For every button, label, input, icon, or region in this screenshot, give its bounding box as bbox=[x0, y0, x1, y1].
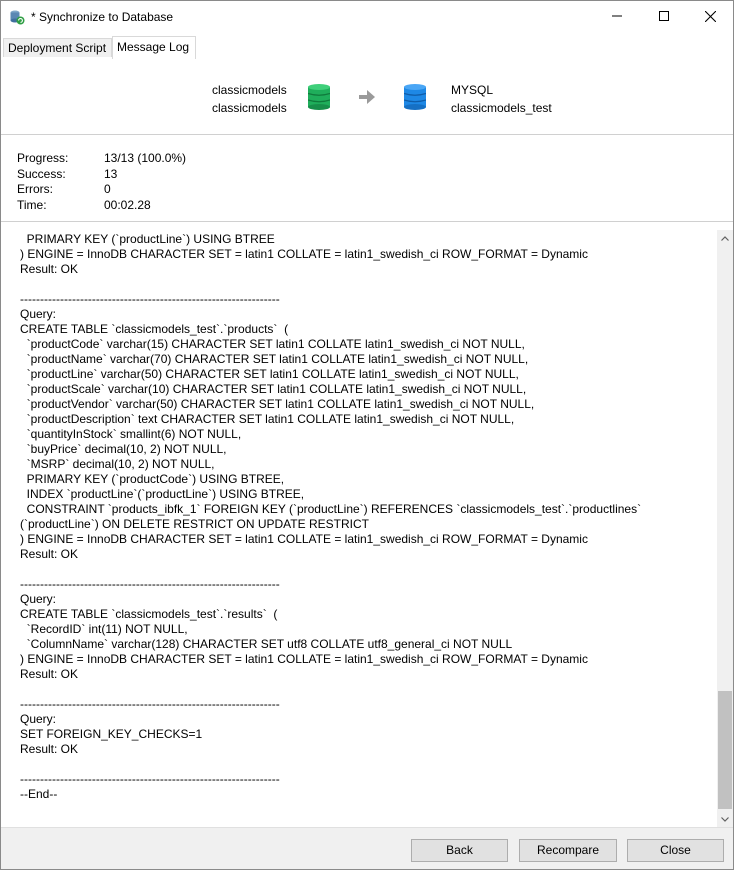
minimize-button[interactable] bbox=[594, 1, 640, 31]
tab-message-log[interactable]: Message Log bbox=[112, 36, 196, 59]
back-button[interactable]: Back bbox=[411, 839, 508, 862]
app-sync-icon bbox=[9, 9, 25, 25]
maximize-button[interactable] bbox=[641, 1, 687, 31]
message-log-text: PRIMARY KEY (`productLine`) USING BTREE ) ENGINE = InnoDB CHARACTER SET = latin1 COLLATE = latin1_swedish_ci ROW_FORMAT = Dynamic Result: OK ----------------------------------------------------------------- Query: CREATE TABLE `classicmodels_test`.`products` ( `productCode` varchar(15) CHARACTER SET latin1 COLLATE latin1_swedish_ci NOT NULL, `productName` varchar(70) CHARACTER SET latin1 COLLATE latin1_swedish_ci NOT NULL, `productLine` varchar(50) CHARACTER SET latin1 COLLATE latin1_swedish_ci NOT NULL, `productScale` varchar(10) CHARACTER SET latin1 COLLATE latin1_swedish_ci NOT NULL, `productVendor` varchar(50) CHARACTER SET latin1 COLLATE latin1_swedish_ci NOT NULL, `productDescription` text CHARACTER SET latin1 COLLATE latin1_swedish_ci NOT NULL, `quantityInStock` smallint(6) NOT NULL, `buyPrice` decimal(10, 2) NOT NULL, `MSRP` decimal(10, 2) NOT NULL, PRIMARY KEY (`productCode`) USING BTREE, INDEX `productLine`(`productLine`) USING BTREE, CONSTRAINT `products_ibfk_1` FOREIGN KEY (`productLine`) REFERENCES `classicmodels_test`.`productlines` (`productLine`) ON DELETE RESTRICT ON UPDATE RESTRICT ) ENGINE = InnoDB CHARACTER SET = latin1 COLLATE = latin1_swedish_ci ROW_FORMAT = Dynamic Result: OK ----------------------------------------------------------------- Query: CREATE TABLE `classicmodels_test`.`results` ( `RecordID` int(11) NOT NULL, `ColumnName` varchar(128) CHARACTER SET utf8 COLLATE utf8_general_ci NOT NULL ) ENGINE = InnoDB CHARACTER SET = latin1 COLLATE = latin1_swedish_ci ROW_FORMAT = Dynamic Result: OK ----------------------------------------------------------------- Query: SET FOREIGN_KEY_CHECKS=1 Result: OK ----------------------------------------------------------------- --End-- bbox=[20, 232, 642, 801]
database-green-icon bbox=[308, 84, 330, 113]
scroll-thumb[interactable] bbox=[718, 691, 732, 809]
progress-label: Progress: bbox=[17, 151, 69, 165]
time-label: Time: bbox=[17, 198, 47, 212]
close-icon bbox=[705, 11, 716, 22]
database-blue-icon bbox=[404, 84, 426, 113]
title-bar[interactable] bbox=[1, 1, 733, 33]
recompare-button[interactable]: Recompare bbox=[519, 839, 617, 862]
scroll-down-button[interactable] bbox=[717, 811, 733, 827]
maximize-icon bbox=[659, 11, 669, 21]
time-value: 00:02.28 bbox=[104, 198, 151, 212]
stats-panel bbox=[1, 135, 733, 222]
log-scrollbar[interactable] bbox=[717, 230, 733, 827]
progress-value: 13/13 (100.0%) bbox=[104, 151, 187, 165]
success-label: Success: bbox=[17, 167, 66, 181]
message-log[interactable] bbox=[1, 222, 717, 826]
source-info bbox=[212, 81, 287, 117]
chevron-down-icon bbox=[721, 817, 729, 822]
button-bar bbox=[1, 827, 733, 870]
chevron-up-icon bbox=[721, 236, 729, 241]
errors-value: 0 bbox=[104, 182, 111, 196]
close-window-button[interactable] bbox=[687, 1, 733, 31]
source-connection: classicmodels bbox=[212, 83, 287, 97]
scroll-up-button[interactable] bbox=[717, 230, 733, 246]
sync-header bbox=[1, 58, 733, 135]
minimize-icon bbox=[612, 11, 622, 21]
window-title: * Synchronize to Database bbox=[31, 10, 174, 24]
errors-label: Errors: bbox=[17, 182, 53, 196]
tab-strip bbox=[1, 34, 733, 59]
source-database: classicmodels bbox=[212, 101, 287, 115]
close-button[interactable]: Close bbox=[627, 839, 724, 862]
target-database: classicmodels_test bbox=[451, 101, 552, 115]
arrow-right-icon bbox=[359, 90, 375, 107]
target-connection: MYSQL bbox=[451, 83, 494, 97]
target-info bbox=[451, 81, 552, 117]
success-value: 13 bbox=[104, 167, 118, 181]
tab-deployment-script[interactable]: Deployment Script bbox=[3, 38, 112, 57]
